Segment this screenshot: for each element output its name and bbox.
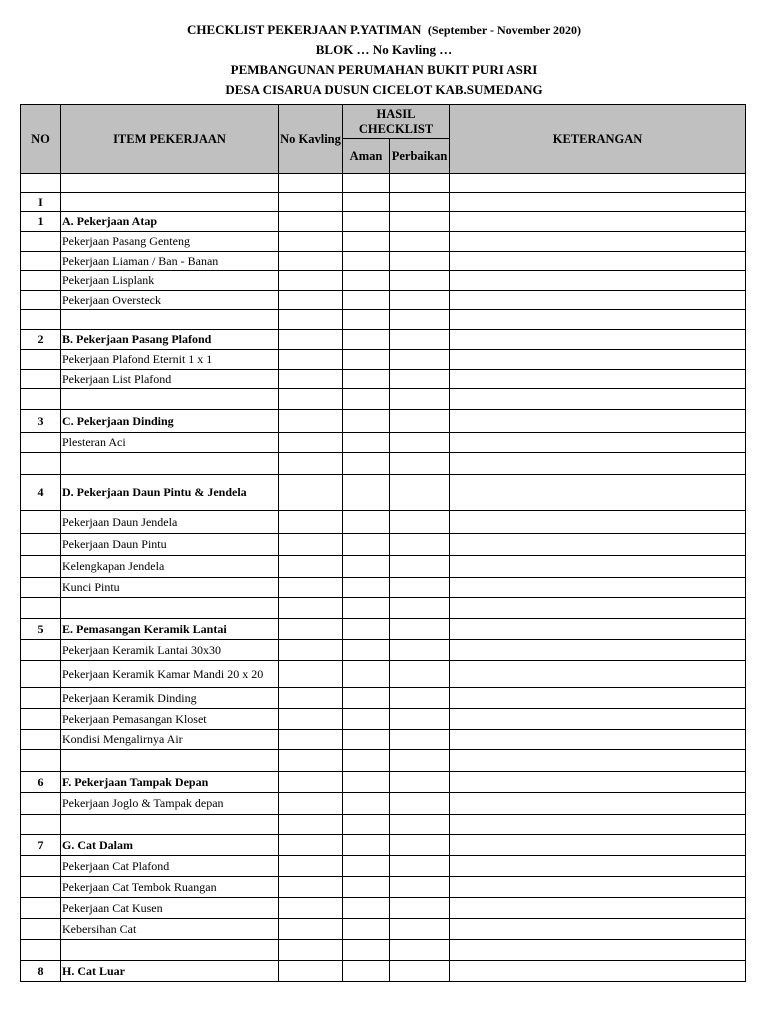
keterangan-cell [450,271,746,291]
table-row [21,898,746,919]
row-number [21,856,61,877]
perbaikan-cell [390,640,450,661]
item-label [61,750,279,772]
aman-cell [343,193,390,212]
row-number [21,556,61,578]
keterangan-cell [450,330,746,350]
keterangan-cell [450,291,746,310]
title-line-2: BLOK … No Kavling … [315,42,453,57]
row-number: 6 [21,772,61,793]
aman-cell [343,598,390,619]
kavling-cell [279,291,343,310]
keterangan-cell [450,453,746,475]
aman-cell [343,433,390,453]
col-header-aman: Aman [343,139,390,174]
aman-cell [343,291,390,310]
table-row [21,370,746,389]
row-number [21,793,61,815]
keterangan-cell [450,556,746,578]
kavling-cell [279,709,343,730]
kavling-cell [279,961,343,982]
kavling-cell [279,578,343,598]
item-label: Pekerjaan Cat Kusen [61,898,279,919]
row-number [21,310,61,330]
item-label: Kebersihan Cat [61,919,279,940]
col-header-item: ITEM PEKERJAAN [61,105,279,174]
table-row [21,919,746,940]
perbaikan-cell [390,271,450,291]
perbaikan-cell [390,898,450,919]
kavling-cell [279,410,343,433]
table-row [21,961,746,982]
kavling-cell [279,350,343,370]
kavling-cell [279,193,343,212]
row-number: 7 [21,835,61,856]
checklist-table [20,104,746,982]
keterangan-cell [450,370,746,389]
item-label [61,815,279,835]
row-number [21,640,61,661]
kavling-cell [279,835,343,856]
item-label: Pekerjaan Cat Tembok Ruangan [61,877,279,898]
keterangan-cell [450,688,746,709]
item-label: Pekerjaan Keramik Kamar Mandi 20 x 20 [61,661,279,688]
section-title: G. Cat Dalam [61,835,279,856]
keterangan-cell [450,961,746,982]
aman-cell [343,919,390,940]
keterangan-cell [450,410,746,433]
perbaikan-cell [390,578,450,598]
row-number [21,578,61,598]
keterangan-cell [450,193,746,212]
row-number [21,919,61,940]
row-number [21,598,61,619]
row-number [21,370,61,389]
kavling-cell [279,661,343,688]
kavling-cell [279,688,343,709]
item-label: Pekerjaan Pasang Genteng [61,232,279,252]
kavling-cell [279,750,343,772]
aman-cell [343,534,390,556]
table-row [21,310,746,330]
item-label: Pekerjaan Plafond Eternit 1 x 1 [61,350,279,370]
section-title: F. Pekerjaan Tampak Depan [61,772,279,793]
perbaikan-cell [390,877,450,898]
perbaikan-cell [390,619,450,640]
keterangan-cell [450,252,746,271]
keterangan-cell [450,750,746,772]
item-label [61,174,279,193]
keterangan-cell [450,174,746,193]
item-label [61,389,279,410]
keterangan-cell [450,640,746,661]
aman-cell [343,940,390,961]
table-row [21,578,746,598]
table-row [21,212,746,232]
kavling-cell [279,453,343,475]
item-label: Pekerjaan List Plafond [61,370,279,389]
keterangan-cell [450,709,746,730]
table-row [21,350,746,370]
perbaikan-cell [390,475,450,511]
kavling-cell [279,174,343,193]
table-row [21,640,746,661]
perbaikan-cell [390,310,450,330]
keterangan-cell [450,835,746,856]
item-label: Pekerjaan Liaman / Ban - Banan [61,252,279,271]
col-header-keterangan: KETERANGAN [450,105,746,174]
perbaikan-cell [390,350,450,370]
keterangan-cell [450,898,746,919]
row-number: I [21,193,61,212]
table-row [21,835,746,856]
perbaikan-cell [390,511,450,534]
row-number [21,730,61,750]
perbaikan-cell [390,856,450,877]
kavling-cell [279,370,343,389]
kavling-cell [279,232,343,252]
perbaikan-cell [390,291,450,310]
table-row [21,793,746,815]
row-number [21,688,61,709]
row-number [21,661,61,688]
table-row [21,232,746,252]
row-number [21,898,61,919]
keterangan-cell [450,433,746,453]
table-row [21,709,746,730]
aman-cell [343,661,390,688]
title-period: (September - November 2020) [427,23,582,37]
kavling-cell [279,475,343,511]
table-row [21,730,746,750]
kavling-cell [279,330,343,350]
table-row [21,619,746,640]
aman-cell [343,174,390,193]
keterangan-cell [450,661,746,688]
aman-cell [343,212,390,232]
perbaikan-cell [390,534,450,556]
table-row [21,772,746,793]
aman-cell [343,730,390,750]
row-number [21,940,61,961]
perbaikan-cell [390,961,450,982]
keterangan-cell [450,578,746,598]
kavling-cell [279,511,343,534]
item-label: Pekerjaan Joglo & Tampak depan [61,793,279,815]
row-number [21,534,61,556]
table-row [21,877,746,898]
kavling-cell [279,856,343,877]
aman-cell [343,389,390,410]
kavling-cell [279,619,343,640]
table-row [21,940,746,961]
item-label: Kunci Pintu [61,578,279,598]
row-number [21,389,61,410]
keterangan-cell [450,350,746,370]
perbaikan-cell [390,940,450,961]
section-title [61,193,279,212]
perbaikan-cell [390,661,450,688]
section-title: E. Pemasangan Keramik Lantai [61,619,279,640]
aman-cell [343,578,390,598]
section-title: C. Pekerjaan Dinding [61,410,279,433]
item-label [61,940,279,961]
item-label: Pekerjaan Daun Pintu [61,534,279,556]
aman-cell [343,856,390,877]
kavling-cell [279,252,343,271]
item-label: Kelengkapan Jendela [61,556,279,578]
table-row [21,815,746,835]
item-label [61,453,279,475]
keterangan-cell [450,940,746,961]
row-number [21,453,61,475]
kavling-cell [279,730,343,750]
table-body [21,174,746,982]
item-label: Plesteran Aci [61,433,279,453]
perbaikan-cell [390,212,450,232]
kavling-cell [279,919,343,940]
aman-cell [343,619,390,640]
perbaikan-cell [390,772,450,793]
section-title: B. Pekerjaan Pasang Plafond [61,330,279,350]
keterangan-cell [450,619,746,640]
kavling-cell [279,898,343,919]
row-number: 3 [21,410,61,433]
perbaikan-cell [390,453,450,475]
perbaikan-cell [390,688,450,709]
perbaikan-cell [390,750,450,772]
keterangan-cell [450,793,746,815]
aman-cell [343,793,390,815]
aman-cell [343,815,390,835]
aman-cell [343,310,390,330]
kavling-cell [279,793,343,815]
aman-cell [343,877,390,898]
kavling-cell [279,556,343,578]
perbaikan-cell [390,370,450,389]
row-number [21,271,61,291]
col-header-hasil: HASIL CHECKLIST [343,105,450,139]
kavling-cell [279,940,343,961]
row-number [21,511,61,534]
kavling-cell [279,640,343,661]
perbaikan-cell [390,433,450,453]
section-title: A. Pekerjaan Atap [61,212,279,232]
perbaikan-cell [390,793,450,815]
table-row [21,598,746,619]
aman-cell [343,688,390,709]
row-number [21,433,61,453]
kavling-cell [279,772,343,793]
perbaikan-cell [390,730,450,750]
table-row [21,410,746,433]
table-row [21,534,746,556]
kavling-cell [279,389,343,410]
keterangan-cell [450,212,746,232]
keterangan-cell [450,877,746,898]
perbaikan-cell [390,709,450,730]
col-header-no: NO [21,105,61,174]
row-number: 2 [21,330,61,350]
item-label: Pekerjaan Cat Plafond [61,856,279,877]
item-label [61,598,279,619]
aman-cell [343,252,390,271]
table-row [21,330,746,350]
aman-cell [343,511,390,534]
table-row [21,475,746,511]
keterangan-cell [450,310,746,330]
table-row [21,271,746,291]
aman-cell [343,350,390,370]
aman-cell [343,370,390,389]
section-title: D. Pekerjaan Daun Pintu & Jendela [61,475,279,511]
aman-cell [343,556,390,578]
keterangan-cell [450,534,746,556]
keterangan-cell [450,232,746,252]
kavling-cell [279,310,343,330]
item-label: Pekerjaan Oversteck [61,291,279,310]
table-row [21,856,746,877]
item-label: Pekerjaan Daun Jendela [61,511,279,534]
aman-cell [343,750,390,772]
kavling-cell [279,433,343,453]
keterangan-cell [450,772,746,793]
item-label: Pekerjaan Pemasangan Kloset [61,709,279,730]
table-row [21,453,746,475]
table-row [21,252,746,271]
row-number [21,232,61,252]
kavling-cell [279,212,343,232]
keterangan-cell [450,598,746,619]
kavling-cell [279,598,343,619]
table-row [21,389,746,410]
row-number [21,709,61,730]
kavling-cell [279,815,343,835]
perbaikan-cell [390,598,450,619]
aman-cell [343,835,390,856]
aman-cell [343,453,390,475]
perbaikan-cell [390,174,450,193]
aman-cell [343,271,390,291]
keterangan-cell [450,475,746,511]
keterangan-cell [450,919,746,940]
col-header-kavling: No Kavling [279,105,343,174]
title-line-1 [0,22,768,38]
table-row [21,291,746,310]
title-main: CHECKLIST PEKERJAAN P.YATIMAN [186,22,422,37]
perbaikan-cell [390,232,450,252]
keterangan-cell [450,730,746,750]
aman-cell [343,232,390,252]
kavling-cell [279,877,343,898]
perbaikan-cell [390,193,450,212]
perbaikan-cell [390,815,450,835]
title-line-3: PEMBANGUNAN PERUMAHAN BUKIT PURI ASRI [230,62,538,77]
item-label: Pekerjaan Keramik Dinding [61,688,279,709]
perbaikan-cell [390,252,450,271]
perbaikan-cell [390,410,450,433]
row-number [21,252,61,271]
keterangan-cell [450,511,746,534]
aman-cell [343,640,390,661]
aman-cell [343,961,390,982]
aman-cell [343,709,390,730]
aman-cell [343,330,390,350]
row-number: 5 [21,619,61,640]
item-label: Pekerjaan Keramik Lantai 30x30 [61,640,279,661]
row-number: 8 [21,961,61,982]
perbaikan-cell [390,389,450,410]
item-label: Pekerjaan Lisplank [61,271,279,291]
table-row [21,433,746,453]
item-label [61,310,279,330]
perbaikan-cell [390,919,450,940]
perbaikan-cell [390,330,450,350]
kavling-cell [279,534,343,556]
row-number [21,350,61,370]
keterangan-cell [450,815,746,835]
table-row [21,511,746,534]
table-row [21,661,746,688]
aman-cell [343,410,390,433]
keterangan-cell [450,856,746,877]
row-number [21,750,61,772]
row-number: 1 [21,212,61,232]
table-row [21,556,746,578]
kavling-cell [279,271,343,291]
table-row [21,688,746,709]
keterangan-cell [450,389,746,410]
row-number [21,877,61,898]
perbaikan-cell [390,835,450,856]
aman-cell [343,772,390,793]
table-row [21,174,746,193]
section-title: H. Cat Luar [61,961,279,982]
row-number: 4 [21,475,61,511]
aman-cell [343,898,390,919]
title-line-4: DESA CISARUA DUSUN CICELOT KAB.SUMEDANG [225,82,543,97]
table-row [21,750,746,772]
row-number [21,174,61,193]
item-label: Kondisi Mengalirnya Air [61,730,279,750]
row-number [21,815,61,835]
aman-cell [343,475,390,511]
perbaikan-cell [390,556,450,578]
row-number [21,291,61,310]
table-row [21,193,746,212]
col-header-perbaikan: Perbaikan [390,139,450,174]
